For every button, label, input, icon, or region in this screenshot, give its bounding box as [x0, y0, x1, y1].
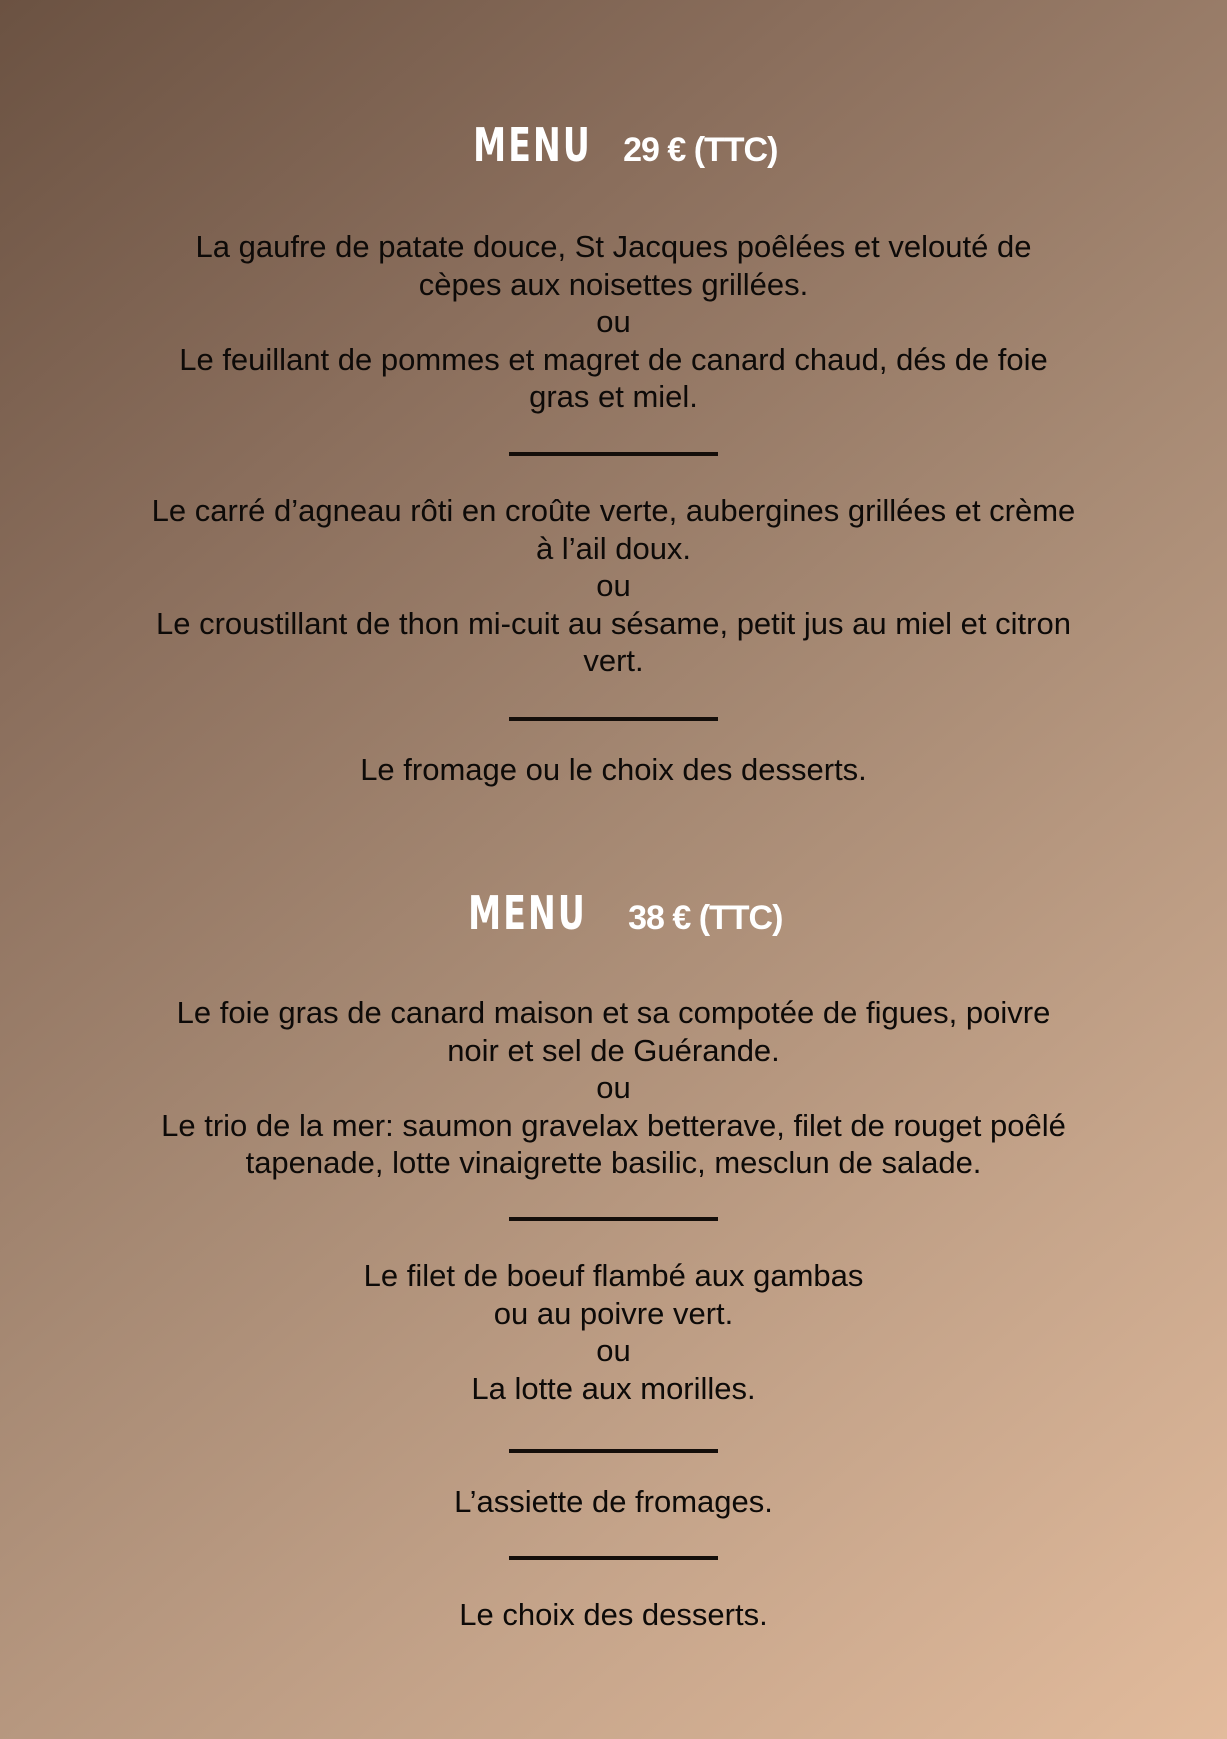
menu-1-plat-or: ou: [596, 568, 631, 603]
menu-1-separator-1: [509, 452, 718, 456]
menu-1-plat-option-2-line-2: vert.: [583, 643, 644, 678]
menu-2-price: 38 € (TTC): [628, 899, 783, 937]
menu-2-plat: [60, 1257, 1167, 1407]
menu-1-entree-option-2-line-2: gras et miel.: [529, 379, 698, 414]
menu-2-entree: [60, 994, 1167, 1182]
menu-2-separator-3: [509, 1556, 718, 1560]
menu-2-plat-or: ou: [596, 1333, 631, 1368]
menu-2-plat-option-2-line-1: La lotte aux morilles.: [471, 1370, 756, 1406]
menu-1-plat-option-1-line-2: à l’ail doux.: [535, 530, 692, 566]
menu-1-heading: MENU: [472, 118, 592, 172]
menu-1-price: 29 € (TTC): [623, 131, 778, 169]
menu-2-title: [0, 886, 1227, 940]
menu-1-entree: [60, 228, 1167, 416]
menu-1-entree-or: ou: [596, 304, 631, 339]
menu-1-entree-option-1-line-1: La gaufre de patate douce, St Jacques poêlées et velouté de: [195, 229, 1032, 264]
menu-1-entree-option-1-line-2: cèpes aux noisettes grillées.: [418, 266, 809, 302]
menu-2-separator-2: [509, 1449, 718, 1453]
menu-2-entree-or: ou: [596, 1070, 631, 1105]
menu-1-entree-option-2-line-1: Le feuillant de pommes et magret de canard chaud, dés de foie: [179, 341, 1048, 377]
menu-2-separator-1: [509, 1217, 718, 1221]
menu-2-heading: MENU: [467, 886, 587, 940]
menu-2-fromage: [60, 1483, 1167, 1521]
menu-2-plat-option-1-line-1: Le filet de boeuf flambé aux gambas: [363, 1258, 864, 1293]
menu-2-dessert-line: Le choix des desserts.: [459, 1597, 768, 1632]
menu-1-dessert-line: Le fromage ou le choix des desserts.: [360, 752, 867, 787]
menu-1-dessert: [60, 751, 1167, 789]
menu-1-plat-option-2-line-1: Le croustillant de thon mi-cuit au sésame, petit jus au miel et citron: [156, 605, 1071, 641]
menu-2-entree-option-1-line-1: Le foie gras de canard maison et sa compotée de figues, poivre: [176, 995, 1051, 1030]
menu-2-fromage-line: L’assiette de fromages.: [454, 1484, 773, 1519]
menu-2-entree-option-2-line-2: tapenade, lotte vinaigrette basilic, mesclun de salade.: [245, 1145, 982, 1180]
menu-2-entree-option-2-line-1: Le trio de la mer: saumon gravelax betterave, filet de rouget poêlé: [161, 1107, 1066, 1143]
menu-2-dessert: [60, 1596, 1167, 1634]
menu-2-entree-option-1-line-2: noir et sel de Guérande.: [447, 1032, 780, 1068]
menu-1-plat-option-1-line-1: Le carré d’agneau rôti en croûte verte, aubergines grillées et crème: [151, 493, 1076, 528]
menu-2-plat-option-1-line-2: ou au poivre vert.: [493, 1295, 734, 1331]
menu-1-title: [0, 118, 1227, 172]
menu-1-separator-2: [509, 717, 718, 721]
menu-1-plat: [60, 492, 1167, 680]
